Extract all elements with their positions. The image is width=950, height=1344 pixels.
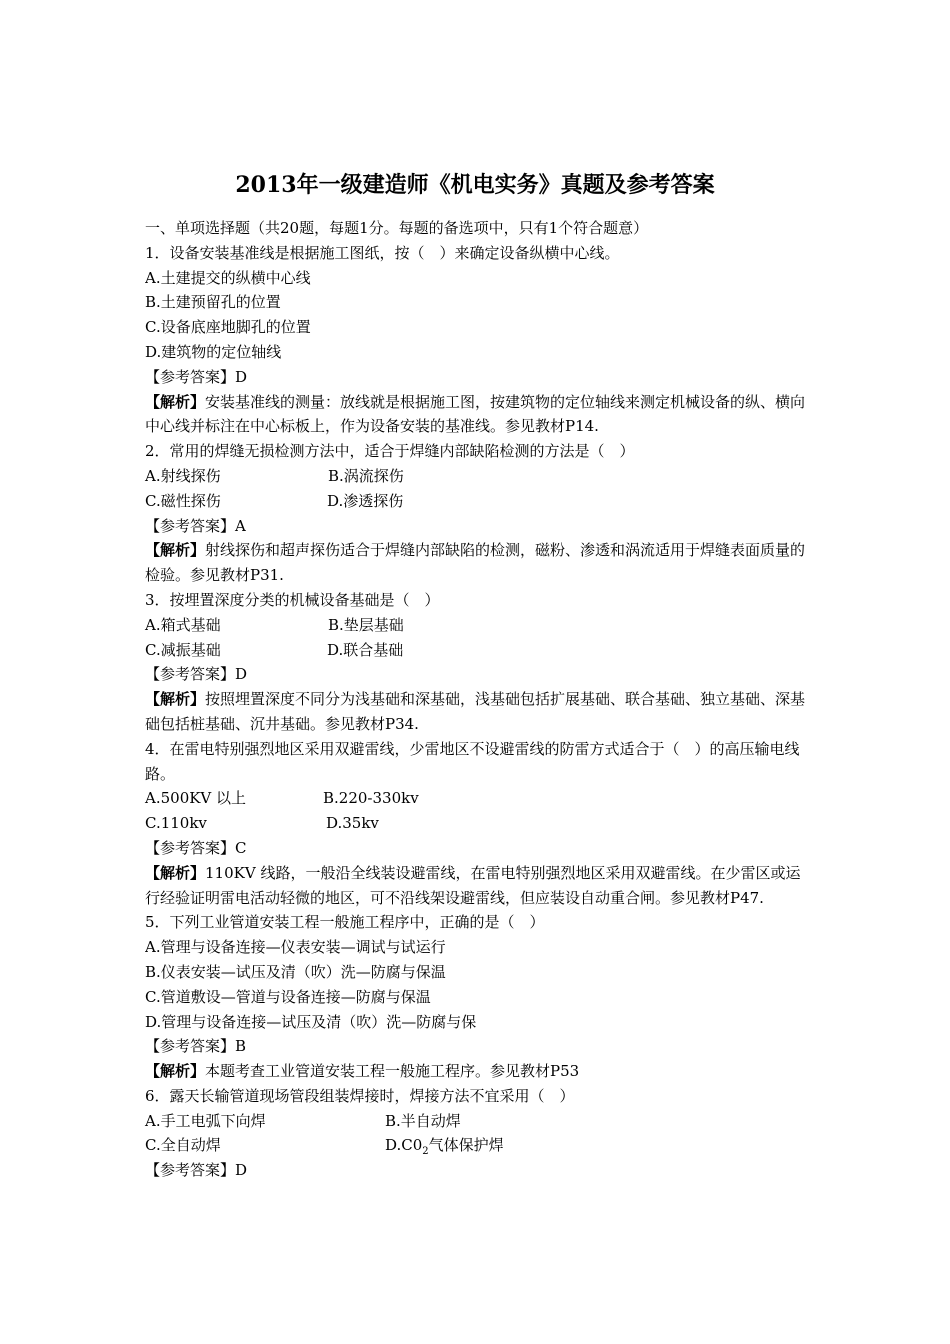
question-6-stem: 6．露天长输管道现场管段组装焊接时，焊接方法不宜采用（ ） <box>145 1086 575 1105</box>
question-2-option-a: A.射线探伤 <box>145 466 221 485</box>
question-3-options-cd <box>145 638 813 663</box>
question-6-answer: 【参考答案】D <box>145 1161 248 1180</box>
question-5-option-a: A.管理与设备连接—仪表安装—调试与试运行 <box>145 938 446 957</box>
question-6-options-cd <box>145 1133 813 1158</box>
question-4-option-b: B.220-330kv <box>323 789 419 808</box>
analysis-tag: 【解析】 <box>145 1062 206 1081</box>
question-4-option-d: D.35kv <box>326 814 379 833</box>
analysis-text: 110KV 线路，一般沿全线装设避雷线，在雷电特别强烈地区采用双避雷线。在少雷区或运行经验证明雷电活动轻微的地区，可不沿线架设避雷线，但应装设自动重合闸。参见教材P47. <box>145 863 801 907</box>
question-2-options-ab <box>145 464 813 489</box>
question-1-option-b: B.土建预留孔的位置 <box>145 293 281 312</box>
analysis-text: 安装基准线的测量：放线就是根据施工图，按建筑物的定位轴线来测定机械设备的纵、横向中心线并标注在中心标板上，作为设备安装的基准线。参见教材P14. <box>145 392 806 436</box>
option-d-suffix: 气体保护焊 <box>428 1136 504 1155</box>
question-2-analysis <box>145 538 813 588</box>
question-2-stem: 2．常用的焊缝无损检测方法中，适合于焊缝内部缺陷检测的方法是（ ） <box>145 442 635 461</box>
question-4-options-ab <box>145 786 813 811</box>
analysis-tag: 【解析】 <box>145 863 206 882</box>
question-3-analysis <box>145 687 813 737</box>
question-1-answer: 【参考答案】D <box>145 367 248 386</box>
question-5-option-b: B.仪表安装—试压及清（吹）洗—防腐与保温 <box>145 962 446 981</box>
question-1-analysis <box>145 390 813 440</box>
question-3-answer: 【参考答案】D <box>145 665 248 684</box>
section-heading: 一、单项选择题（共20题，每题1分。每题的备选项中，只有1个符合题意） <box>145 219 649 237</box>
question-6-option-c: C.全自动焊 <box>145 1136 221 1155</box>
question-5-option-d: D.管理与设备连接—试压及清（吹）洗—防腐与保 <box>145 1012 477 1031</box>
question-2-option-d: D.渗透探伤 <box>327 491 404 510</box>
analysis-text: 射线探伤和超声探伤适合于焊缝内部缺陷的检测，磁粉、渗透和涡流适用于焊缝表面质量的检验。参见教材P31. <box>145 541 806 585</box>
question-4-option-a: A.500KV 以上 <box>145 789 247 808</box>
analysis-tag: 【解析】 <box>145 690 206 709</box>
question-5-answer: 【参考答案】B <box>145 1037 247 1056</box>
question-2-option-b: B.涡流探伤 <box>328 466 404 485</box>
question-1-stem: 1．设备安装基准线是根据施工图纸，按（ ）来确定设备纵横中心线。 <box>145 243 620 262</box>
question-5-option-c: C.管道敷设—管道与设备连接—防腐与保温 <box>145 987 431 1006</box>
question-3-option-b: B.垫层基础 <box>328 615 404 634</box>
question-6-option-d <box>385 1133 504 1165</box>
subscript-two: 2 <box>422 1146 429 1158</box>
question-1-option-d: D.建筑物的定位轴线 <box>145 342 282 361</box>
analysis-text: 本题考查工业管道安装工程一般施工程序。参见教材P53 <box>205 1062 580 1081</box>
question-5-stem: 5．下列工业管道安装工程一般施工程序中，正确的是（ ） <box>145 913 545 932</box>
page-title: 2013年一级建造师《机电实务》真题及参考答案 <box>235 172 715 198</box>
question-6-option-a: A.手工电弧下向焊 <box>145 1111 266 1130</box>
question-4-answer: 【参考答案】C <box>145 838 247 857</box>
question-3-option-d: D.联合基础 <box>327 640 404 659</box>
question-3-stem: 3．按埋置深度分类的机械设备基础是（ ） <box>145 590 440 609</box>
question-2-answer: 【参考答案】A <box>145 516 246 535</box>
question-2-options-cd <box>145 489 813 514</box>
question-4-options-cd <box>145 811 813 836</box>
question-1-option-c: C.设备底座地脚孔的位置 <box>145 318 311 337</box>
question-4-analysis <box>145 861 813 911</box>
question-2-option-c: C.磁性探伤 <box>145 491 221 510</box>
question-6-option-b: B.半自动焊 <box>385 1111 461 1130</box>
question-5-analysis <box>145 1059 813 1084</box>
question-1-option-a: A.土建提交的纵横中心线 <box>145 268 311 287</box>
question-6-options-ab <box>145 1109 813 1134</box>
analysis-tag: 【解析】 <box>145 541 206 560</box>
question-4-stem: 4．在雷电特别强烈地区采用双避雷线，少雷地区不设避雷线的防雷方式适合于（ ）的高压输电线路。 <box>145 739 800 783</box>
question-3-option-c: C.减振基础 <box>145 640 221 659</box>
question-3-options-ab <box>145 613 813 638</box>
analysis-text: 按照埋置深度不同分为浅基础和深基础，浅基础包括扩展基础、联合基础、独立基础、深基础包括桩基础、沉井基础。参见教材P34. <box>145 690 806 733</box>
question-4-option-c: C.110kv <box>145 814 207 833</box>
option-d-prefix: D.C0 <box>385 1136 423 1155</box>
document-body <box>145 216 813 1183</box>
analysis-tag: 【解析】 <box>145 392 206 411</box>
question-3-option-a: A.箱式基础 <box>145 615 221 634</box>
